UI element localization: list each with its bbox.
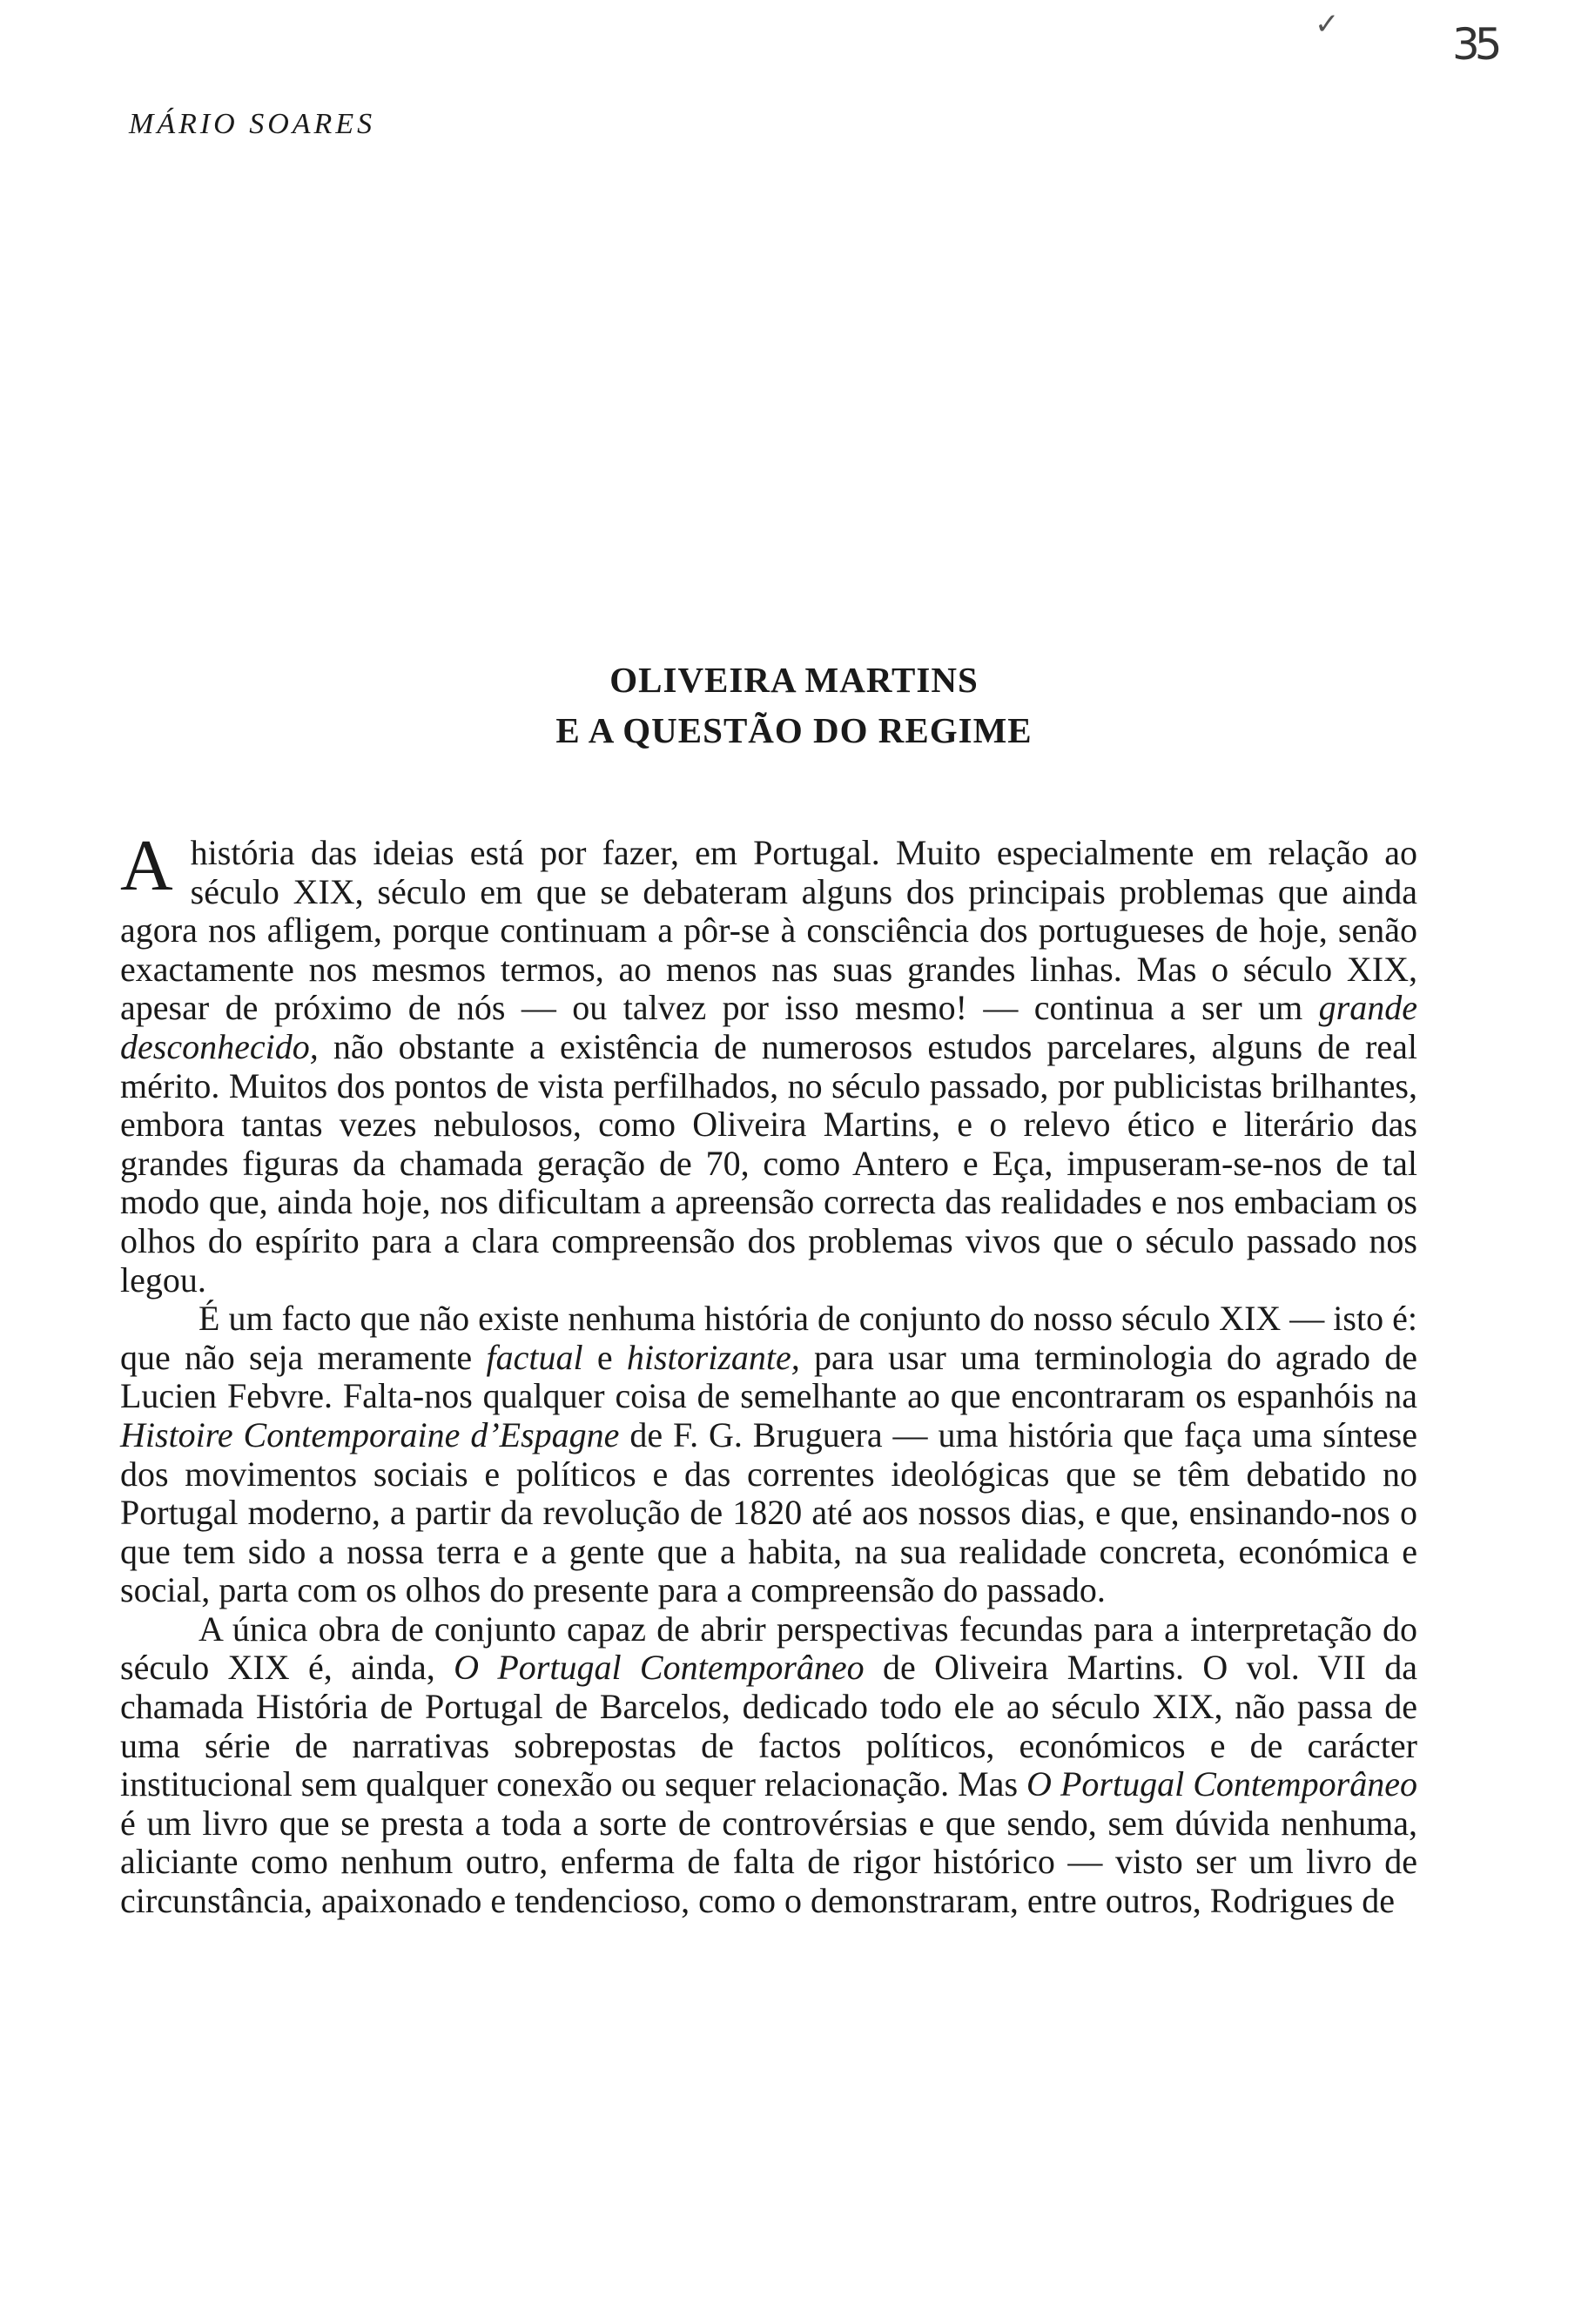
paragraph-3-italic-b: O Portugal Contemporâneo — [1026, 1764, 1417, 1804]
paragraph-1-text-a: história das ideias está por fazer, em Portugal. Muito especialmente em relação ao século XIX, século em que se debateram alguns dos principais problemas que ainda agora nos afligem, porque continuam a pôr-se à consciência dos portugueses de hoje, senão exactamente nos mesmos termos, ao menos nas suas grandes linhas. Mas o século XIX, apesar de próximo de nós — ou talvez por isso mesmo! — continua a ser um — [120, 833, 1417, 1028]
paragraph-3-italic-a: O Portugal Contemporâneo — [454, 1648, 865, 1688]
paragraph-2-italic-b: historizante, — [626, 1337, 800, 1377]
paragraph-1-text-b: não obstante a existência de numerosos estudos parcelares, alguns de real mérito. Muitos dos pontos de vista perfilhados, no século passado, por publicistas brilhantes, embora tantas vezes nebulosos, como Oliveira Martins, e o relevo ético e literário das grandes figuras da chamada geração de 70, como Antero e Eça, impuseram-se-nos de tal modo que, ainda hoje, nos dificultam a apreensão correcta das realidades e nos embaciam os olhos do espírito para a clara compreensão dos problemas vivos que o século passado nos legou. — [120, 1026, 1417, 1300]
paragraph-3-text-b: de Oliveira Martins. O vol. VII da chamada História de Portugal de Barcelos, dedicado todo ele ao século XIX, não passa de uma série de narrativas sobrepostas de factos políticos, económicos e de carácter institucional sem qualquer conexão ou sequer relacionação. Mas — [120, 1648, 1417, 1804]
paragraph-1-italic-a: grande desconhecido, — [120, 988, 1417, 1066]
paragraph-2-text-a: É um facto que não existe nenhuma história de conjunto do nosso século XIX — isto é: que não seja meramente — [120, 1299, 1417, 1377]
paragraph-1 — [120, 825, 1417, 1300]
running-header-author: MÁRIO SOARES — [129, 108, 376, 140]
paragraph-3-text-a: A única obra de conjunto capaz de abrir perspectivas fecundas para a interpretação do século XIX é, ainda, — [120, 1609, 1417, 1688]
article-title — [0, 655, 1588, 756]
paragraph-3-text-c: é um livro que se presta a toda a sorte de controvérsias e que sendo, sem dúvida nenhuma, aliciante como nenhum outro, enferma de falta de rigor histórico — visto ser um livro de circunstância, apaixonado e tendencioso, como o demonstraram, entre outros, Rodrigues de — [120, 1803, 1417, 1921]
article-title-line-2: E A QUESTÃO DO REGIME — [555, 710, 1033, 750]
article-title-line-1: OLIVEIRA MARTINS — [609, 660, 979, 700]
paragraph-3 — [120, 1610, 1417, 1921]
paragraph-2-italic-a: factual — [486, 1337, 583, 1377]
handwritten-check-mark: ✓ — [1315, 7, 1340, 42]
paragraph-2 — [120, 1300, 1417, 1610]
paragraph-2-italic-c: Histoire Contemporaine d’Espagne — [120, 1414, 620, 1454]
article-body — [120, 825, 1418, 1921]
handwritten-page-number: 35 — [1452, 19, 1497, 70]
paragraph-2-text-b: e — [582, 1337, 627, 1377]
paragraph-2-text-d: de F. G. Bruguera — uma história que faça uma síntese dos movimentos sociais e políticos e das correntes ideológicas que se têm debatido no Portugal moderno, a partir da revolução de 1820 até aos nossos dias, e que, ensinando-nos o que tem sido a nossa terra e a gente que a habita, na sua realidade concreta, económica e social, parta com os olhos do presente para a compreensão do passado. — [120, 1414, 1417, 1610]
drop-cap: A — [120, 825, 173, 906]
paragraph-2-text-c: para usar uma terminologia do agrado de Lucien Febvre. Falta-nos qualquer coisa de semelhante ao que encontraram os espanhóis na — [120, 1337, 1418, 1416]
